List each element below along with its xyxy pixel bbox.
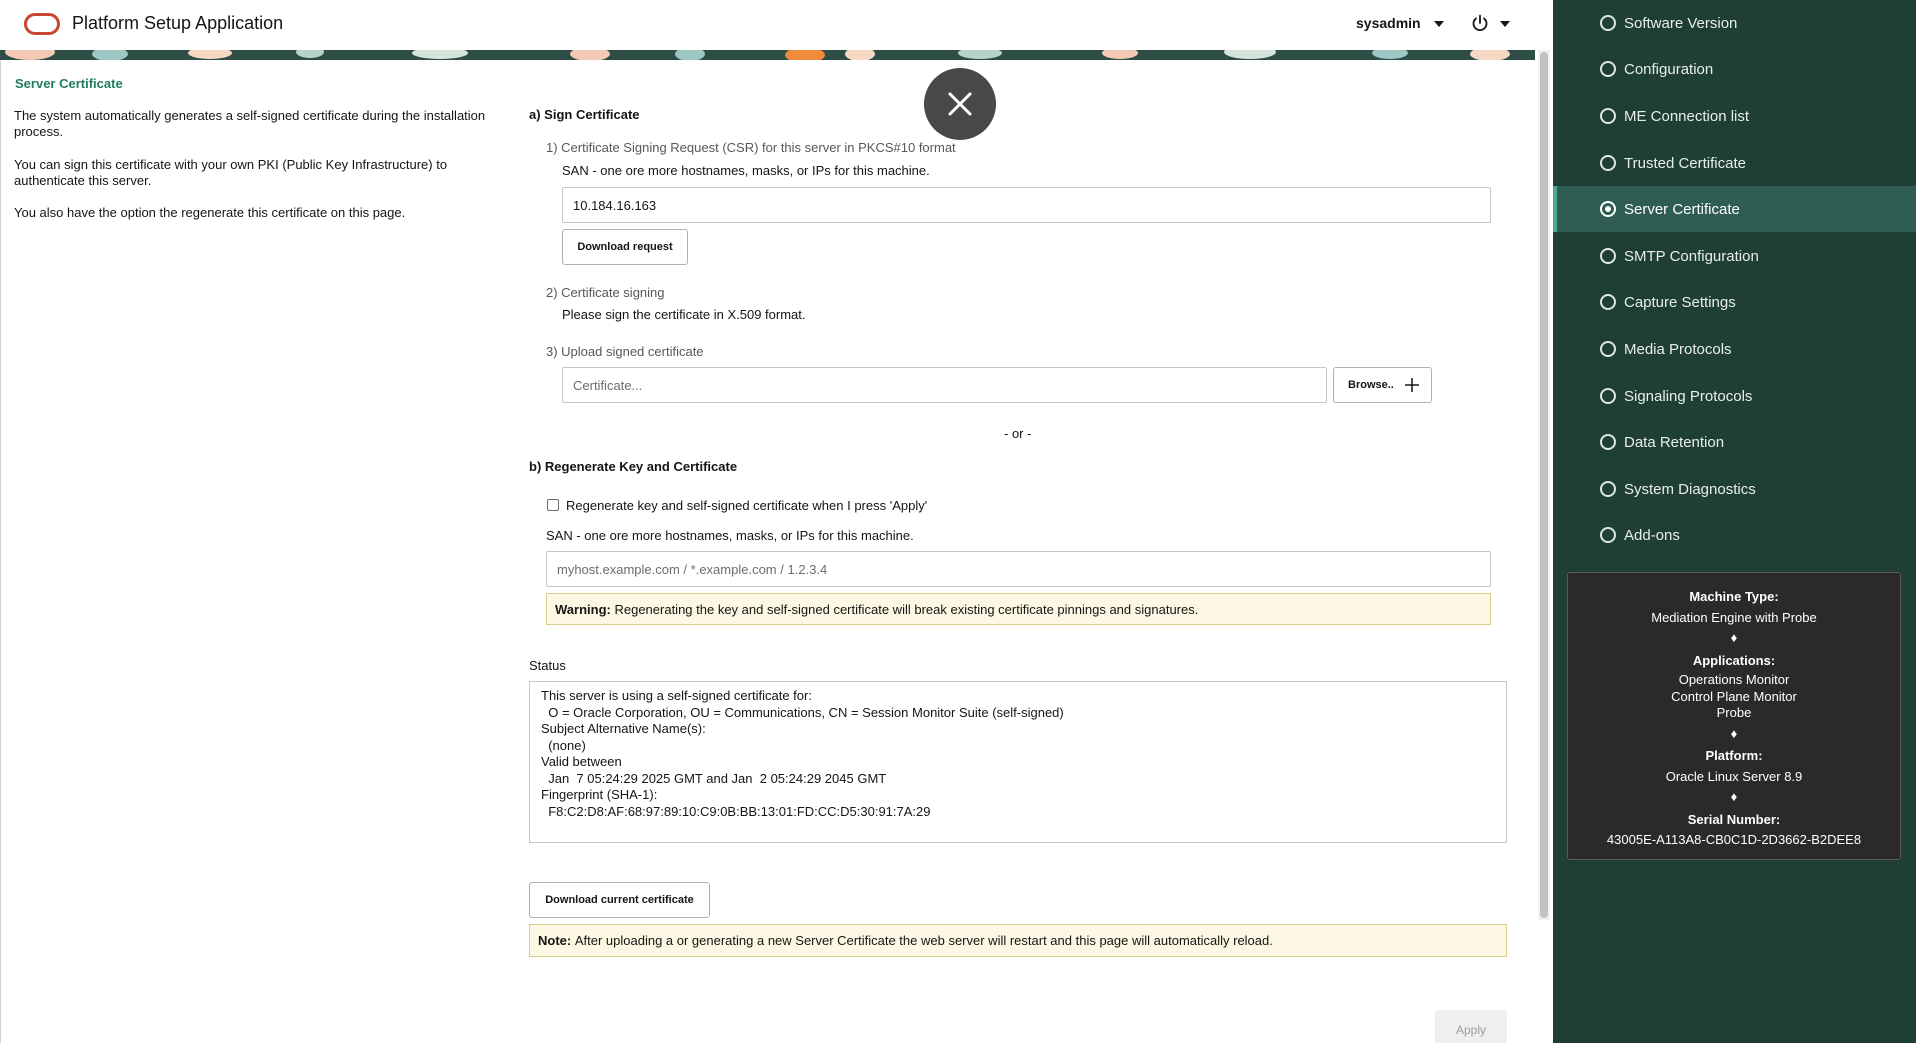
step-upload-label: 3) Upload signed certificate: [546, 344, 704, 359]
status-line: Jan 7 05:24:29 2025 GMT and Jan 2 05:24:29 2045 GMT: [541, 770, 887, 786]
warning-text: Regenerating the key and self-signed certificate will break existing certificate pinnings and signatures.: [614, 601, 1199, 617]
certificate-placeholder: Certificate...: [573, 377, 643, 393]
radio-icon: [1600, 527, 1616, 543]
apply-button[interactable]: Apply: [1435, 1010, 1507, 1043]
sidebar-item-label: ME Connection list: [1624, 107, 1750, 125]
note-banner: [529, 924, 1507, 957]
sidebar-item-label: Trusted Certificate: [1624, 154, 1746, 172]
warning-banner: [546, 593, 1491, 625]
step-csr-label: 1) Certificate Signing Request (CSR) for this server in PKCS#10 format: [546, 140, 956, 155]
radio-icon: [1600, 61, 1616, 77]
description-text: You can sign this certificate with your own PKI (Public Key Infrastructure) to: [14, 157, 448, 172]
radio-icon: [1600, 388, 1616, 404]
radio-icon: [1600, 481, 1616, 497]
status-textarea[interactable]: [529, 681, 1507, 843]
or-separator: - or -: [1004, 426, 1032, 441]
user-menu[interactable]: sysadmin: [1356, 15, 1421, 31]
sidebar-item-label: Server Certificate: [1624, 200, 1740, 218]
description-text: authenticate this server.: [14, 173, 152, 188]
application-item: Control Plane Monitor: [1671, 688, 1797, 704]
plus-icon: [1404, 377, 1420, 393]
sidebar-item-media-protocols[interactable]: [1553, 326, 1916, 372]
status-line: Subject Alternative Name(s):: [541, 721, 706, 736]
description-text: You also have the option the regenerate this certificate on this page.: [14, 205, 406, 220]
radio-icon: [1600, 341, 1616, 357]
sidebar-item-label: Configuration: [1624, 60, 1714, 78]
sidebar-item-label: Software Version: [1624, 14, 1738, 32]
oracle-logo-icon: [24, 13, 60, 35]
sidebar-item-server-certificate[interactable]: [1553, 186, 1916, 232]
separator-icon: ♦: [1730, 725, 1738, 741]
machine-info-panel: [1567, 572, 1901, 860]
san-input-value: 10.184.16.163: [573, 197, 657, 213]
close-button[interactable]: [924, 68, 996, 140]
radio-icon: [1600, 155, 1616, 171]
status-line: This server is using a self-signed certificate for:: [541, 688, 812, 703]
sidebar-item-label: SMTP Configuration: [1624, 247, 1759, 265]
sidebar-item-software-version[interactable]: [1553, 0, 1916, 46]
chevron-down-icon[interactable]: [1434, 21, 1444, 27]
regen-san-placeholder: myhost.example.com / *.example.com / 1.2.3.4: [557, 561, 828, 577]
app-header: [0, 0, 1535, 50]
radio-icon: [1600, 248, 1616, 264]
sidebar-item-configuration[interactable]: [1553, 46, 1916, 92]
page-title: Server Certificate: [15, 76, 123, 91]
browse-label: Browse..: [1348, 379, 1394, 391]
status-label: Status: [529, 658, 566, 673]
radio-icon: [1600, 108, 1616, 124]
machine-type-label: Machine Type:: [1689, 589, 1779, 604]
download-current-certificate-button[interactable]: Download current certificate: [529, 882, 710, 918]
application-item: Operations Monitor: [1678, 672, 1790, 687]
radio-selected-icon: [1600, 201, 1616, 217]
certificate-file-input[interactable]: [562, 367, 1327, 403]
sidebar-item-me-connection-list[interactable]: [1553, 93, 1916, 139]
platform-label: Platform:: [1705, 748, 1763, 763]
sidebar-item-label: System Diagnostics: [1624, 480, 1756, 498]
status-line: Valid between: [541, 754, 622, 769]
machine-type-value: Mediation Engine with Probe: [1651, 609, 1817, 625]
power-icon[interactable]: [1470, 13, 1490, 33]
note-label: Note:: [538, 933, 572, 948]
note-text: After uploading a or generating a new Server Certificate the web server will restart and this page will automatically reload.: [574, 933, 1273, 948]
sidebar-item-label: Signaling Protocols: [1624, 387, 1753, 405]
step-signing-label: 2) Certificate signing: [546, 285, 665, 300]
sidebar-item-system-diagnostics[interactable]: [1553, 466, 1916, 512]
warning-label: Warning:: [555, 601, 611, 617]
regenerate-checkbox-label[interactable]: Regenerate key and self-signed certificate when I press 'Apply': [566, 498, 928, 513]
regen-san-input[interactable]: [546, 551, 1491, 587]
serial-number-label: Serial Number:: [1687, 811, 1781, 827]
description-text: The system automatically generates a self-signed certificate during the installation: [14, 108, 486, 123]
sidebar-item-add-ons[interactable]: [1553, 512, 1916, 558]
sidebar-item-label: Capture Settings: [1624, 293, 1736, 311]
applications-label: Applications:: [1692, 652, 1776, 668]
status-line: (none): [541, 737, 586, 753]
sidebar-item-smtp-configuration[interactable]: [1553, 233, 1916, 279]
regen-san-label: SAN - one ore more hostnames, masks, or IPs for this machine.: [546, 528, 914, 543]
download-request-button[interactable]: Download request: [562, 229, 688, 265]
regenerate-heading: b) Regenerate Key and Certificate: [529, 459, 738, 474]
sidebar-item-label: Media Protocols: [1624, 340, 1732, 358]
scrollbar-thumb[interactable]: [1540, 52, 1548, 918]
browse-button[interactable]: [1333, 367, 1432, 403]
san-label: SAN - one ore more hostnames, masks, or IPs for this machine.: [562, 163, 930, 178]
status-line: O = Oracle Corporation, OU = Communications, CN = Session Monitor Suite (self-signed): [541, 704, 1064, 720]
serial-number-value: 43005E-A113A8-CB0C1D-2D3662-B2DEE8: [1606, 832, 1862, 847]
application-item: Probe: [1716, 705, 1752, 720]
platform-value: Oracle Linux Server 8.9: [1665, 768, 1803, 784]
sidebar-item-capture-settings[interactable]: [1553, 279, 1916, 325]
close-icon: [924, 68, 996, 140]
separator-icon: ♦: [1730, 789, 1738, 804]
regenerate-checkbox[interactable]: [547, 499, 559, 511]
signing-instructions: Please sign the certificate in X.509 format.: [562, 307, 806, 322]
sign-certificate-heading: a) Sign Certificate: [529, 107, 640, 122]
san-input[interactable]: [562, 187, 1491, 223]
description-text: process.: [14, 124, 64, 139]
sidebar-item-label: Data Retention: [1624, 433, 1725, 451]
chevron-down-icon[interactable]: [1500, 21, 1510, 27]
separator-icon: ♦: [1730, 630, 1738, 645]
radio-icon: [1600, 15, 1616, 31]
sidebar-item-data-retention[interactable]: [1553, 419, 1916, 465]
sidebar-item-trusted-certificate[interactable]: [1553, 140, 1916, 186]
status-line: F8:C2:D8:AF:68:97:89:10:C9:0B:BB:13:01:FD:CC:D5:30:91:7A:29: [541, 803, 931, 819]
radio-icon: [1600, 434, 1616, 450]
status-line: Fingerprint (SHA-1):: [541, 787, 658, 802]
sidebar-item-signaling-protocols[interactable]: [1553, 373, 1916, 419]
app-title: Platform Setup Application: [72, 13, 284, 33]
radio-icon: [1600, 294, 1616, 310]
sidebar: [1553, 0, 1916, 1043]
header-banner: [0, 50, 1535, 60]
sidebar-item-label: Add-ons: [1624, 526, 1680, 544]
